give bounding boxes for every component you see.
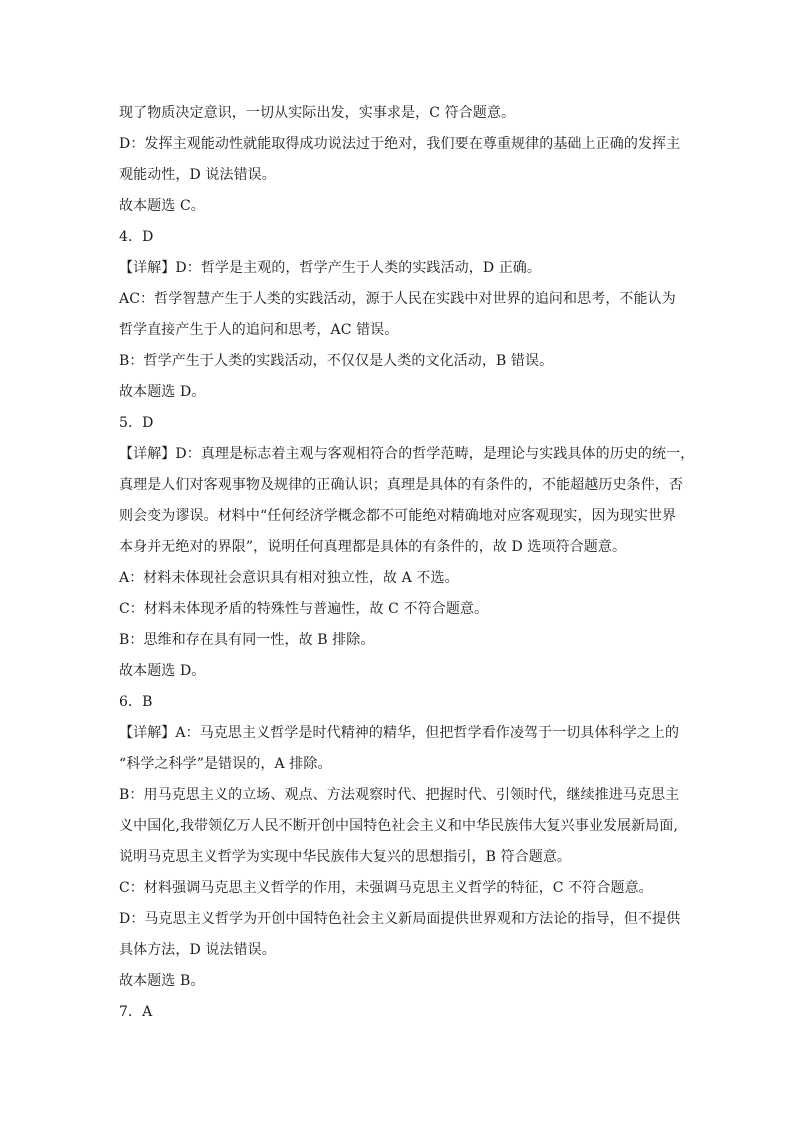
text-line: C：材料强调马克思主义哲学的作用，未强调马克思主义哲学的特征，C 不符合题意。 — [119, 880, 653, 896]
text-line: B：哲学产生于人类的实践活动，不仅仅是人类的文化活动，B 错误。 — [119, 353, 554, 369]
text-line: 【详解】D：真理是标志着主观与客观相符合的哲学范畴，是理论与实践具体的历史的统一， — [119, 446, 695, 462]
text-line: A：材料未体现社会意识具有相对独立性，故 A 不选。 — [119, 570, 459, 586]
text-line: 具体方法，D 说法错误。 — [119, 942, 276, 958]
text-line: 真理是人们对客观事物及规律的正确认识；真理是具体的有条件的，不能超越历史条件，否 — [119, 477, 683, 493]
text-line: 现了物质决定意识，一切从实际出发，实事求是，C 符合题意。 — [119, 105, 516, 121]
text-line: 则会变为谬误。材料中“任何经济学概念都不可能绝对精确地对应客观现实，因为现实世界 — [119, 508, 677, 524]
text-line: 故本题选 D。 — [119, 384, 206, 400]
text-line: B：用马克思主义的立场、观点、方法观察时代、把握时代、引领时代，继续推进马克思主 — [119, 787, 680, 803]
text-line: 哲学直接产生于人的追问和思考，AC 错误。 — [119, 322, 399, 338]
text-line: “科学之科学”是错误的，A 排除。 — [119, 756, 332, 772]
text-line: 本身并无绝对的界限”，说明任何真理都是具体的有条件的，故 D 选项符合题意。 — [119, 539, 627, 555]
text-line: 【详解】D：哲学是主观的，哲学产生于人类的实践活动，D 正确。 — [119, 260, 541, 276]
text-line: 故本题选 B。 — [119, 973, 205, 989]
text-line: AC：哲学智慧产生于人类的实践活动，源于人民在实践中对世界的追问和思考，不能认为 — [119, 291, 676, 307]
question-number: 6．B — [119, 694, 153, 710]
question-number: 7．A — [119, 1004, 153, 1020]
question-number: 4．D — [119, 229, 154, 245]
text-line: 观能动性，D 说法错误。 — [119, 167, 276, 183]
text-line: D：发挥主观能动性就能取得成功说法过于绝对，我们要在尊重规律的基础上正确的发挥主 — [119, 136, 681, 152]
text-line: C：材料未体现矛盾的特殊性与普遍性，故 C 不符合题意。 — [119, 601, 489, 617]
text-line: 说明马克思主义哲学为实现中华民族伟大复兴的思想指引，B 符合题意。 — [119, 849, 572, 865]
text-line: D：马克思主义哲学为开创中国特色社会主义新局面提供世界观和方法论的指导，但不提供 — [119, 911, 681, 927]
question-number: 5．D — [119, 415, 154, 431]
text-line: B：思维和存在具有同一性，故 B 排除。 — [119, 632, 375, 648]
text-line: 故本题选 C。 — [119, 198, 205, 214]
text-line: 故本题选 D。 — [119, 663, 206, 679]
text-line: 义中国化,我带领亿万人民不断开创中国特色社会主义和中华民族伟大复兴事业发展新局面, — [119, 818, 678, 834]
text-line: 【详解】A：马克思主义哲学是时代精神的精华，但把哲学看作凌驾于一切具体科学之上的 — [119, 725, 680, 741]
